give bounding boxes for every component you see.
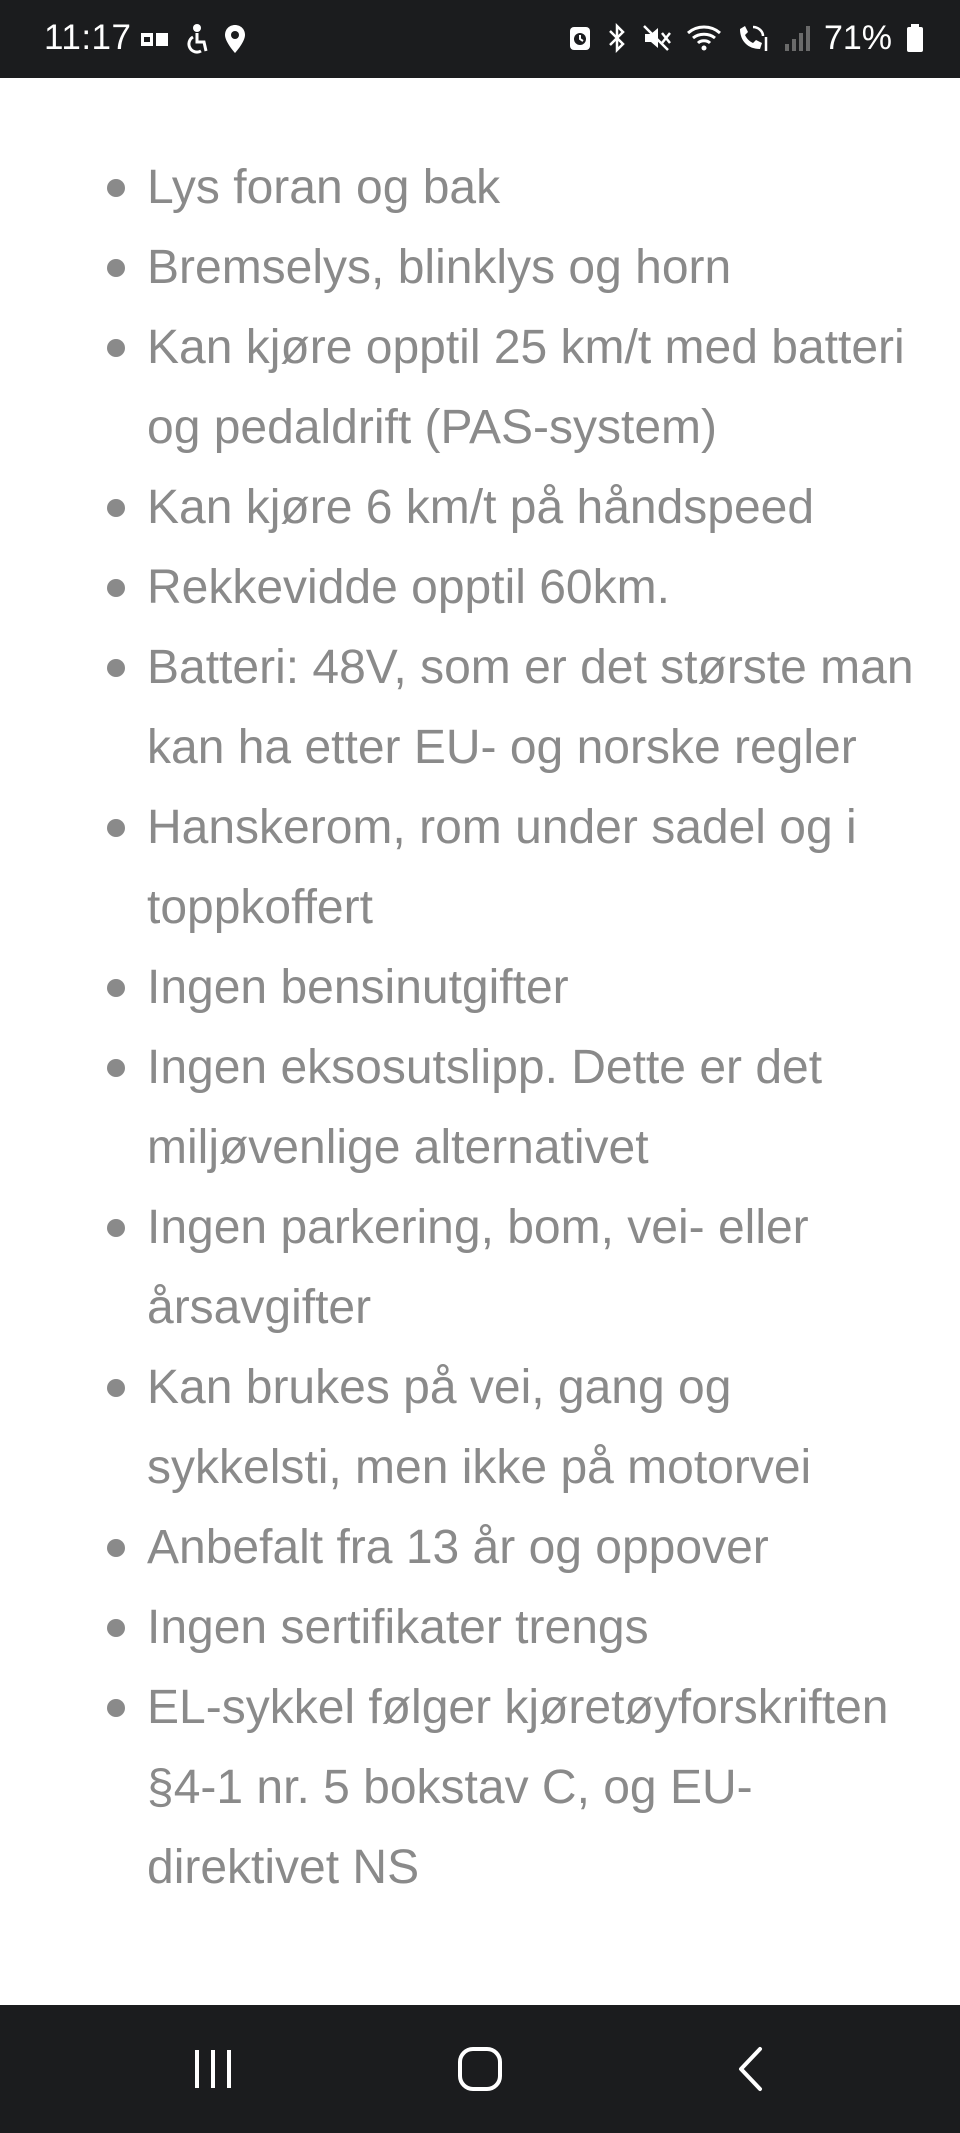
back-icon — [735, 2046, 765, 2092]
location-icon — [224, 24, 246, 54]
bullet-icon — [107, 339, 125, 357]
battery-percent: 71% — [823, 19, 892, 57]
status-bar — [0, 0, 960, 78]
bullet-icon — [107, 1539, 125, 1557]
bullet-icon — [107, 1219, 125, 1237]
navigation-bar — [0, 2005, 960, 2133]
feature-item — [0, 1508, 960, 1588]
signal-icon — [784, 24, 810, 52]
recents-button[interactable] — [133, 2005, 293, 2133]
feature-item — [0, 228, 960, 308]
feature-text: Bremselys, blinklys og horn — [147, 241, 732, 294]
page-content — [0, 78, 960, 2005]
feature-item — [0, 308, 960, 468]
bullet-icon — [107, 499, 125, 517]
feature-text: Ingen bensinutgifter — [147, 961, 569, 1014]
feature-item — [0, 788, 960, 948]
feature-text: Anbefalt fra 13 år og oppover — [147, 1521, 769, 1574]
bullet-icon — [107, 1699, 125, 1717]
feature-item — [0, 468, 960, 548]
back-button[interactable] — [670, 2005, 830, 2133]
battery-icon — [906, 23, 924, 53]
mute-icon — [642, 24, 672, 52]
feature-list — [0, 148, 960, 1908]
bullet-icon — [107, 1379, 125, 1397]
feature-text: Ingen sertifikater trengs — [147, 1601, 649, 1654]
feature-item — [0, 1348, 960, 1508]
feature-item — [0, 628, 960, 788]
bullet-icon — [107, 579, 125, 597]
bluetooth-icon — [606, 23, 628, 53]
feature-item — [0, 1028, 960, 1188]
feature-text: Ingen parkering, bom, vei- eller årsavgifter — [147, 1201, 809, 1334]
status-time: 11:17 — [44, 18, 132, 57]
feature-text: Kan brukes på vei, gang og sykkelsti, men ikke på motorvei — [147, 1361, 812, 1494]
status-right-icons — [568, 18, 924, 58]
feature-text: Batteri: 48V, som er det største man kan ha etter EU- og norske regler — [147, 641, 914, 774]
feature-text: Hanskerom, rom under sadel og i toppkoffert — [147, 801, 857, 934]
bullet-icon — [107, 179, 125, 197]
feature-item — [0, 548, 960, 628]
alarm-icon — [568, 24, 592, 52]
bullet-icon — [107, 819, 125, 837]
home-icon — [457, 2046, 503, 2092]
feature-text: Rekkevidde opptil 60km. — [147, 561, 670, 614]
wifi-icon — [686, 24, 722, 52]
bullet-icon — [107, 1619, 125, 1637]
status-left-icons — [140, 20, 246, 58]
bullet-icon — [107, 659, 125, 677]
feature-text: Ingen eksosutslipp. Dette er det miljøvenlige alternativet — [147, 1041, 823, 1174]
feature-text: Kan kjøre opptil 25 km/t med batteri og pedaldrift (PAS-system) — [147, 321, 905, 454]
feature-item — [0, 148, 960, 228]
wifi-calling-icon — [736, 23, 770, 53]
feature-item — [0, 1588, 960, 1668]
feature-item — [0, 1188, 960, 1348]
accessibility-icon — [184, 23, 210, 55]
bullet-icon — [107, 1059, 125, 1077]
recents-icon — [191, 2048, 235, 2090]
feature-text: Kan kjøre 6 km/t på håndspeed — [147, 481, 815, 534]
feature-text: Lys foran og bak — [147, 161, 501, 214]
bullet-icon — [107, 259, 125, 277]
feature-item — [0, 948, 960, 1028]
bullet-icon — [107, 979, 125, 997]
feature-text: EL-sykkel følger kjøretøyforskriften §4-1 nr. 5 bokstav C, og EU-direktivet NS — [147, 1681, 889, 1894]
feature-item — [0, 1668, 960, 1908]
sim-cards-icon — [140, 28, 170, 50]
home-button[interactable] — [400, 2005, 560, 2133]
